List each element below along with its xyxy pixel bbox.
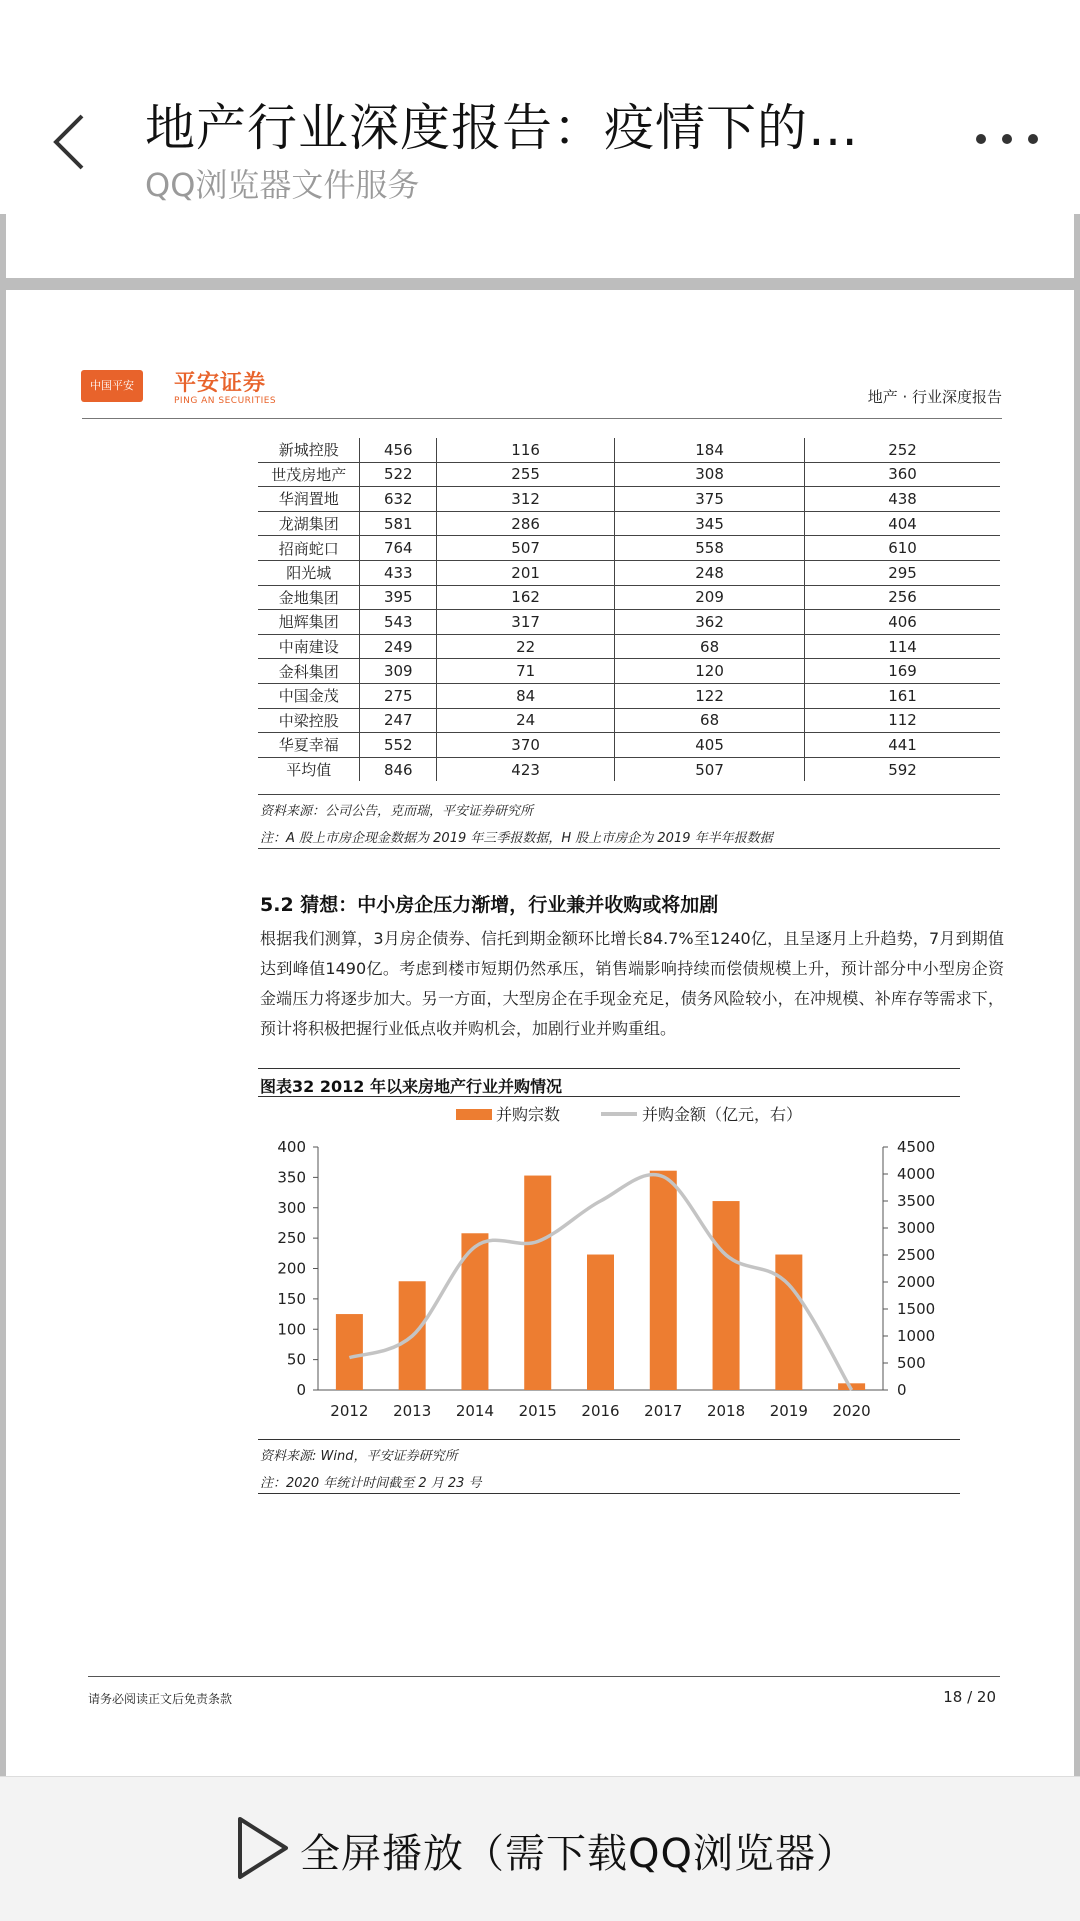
figure-source-divider xyxy=(258,1439,960,1440)
x-tick-label: 2012 xyxy=(330,1402,369,1416)
table-row xyxy=(258,610,1000,635)
chevron-left-icon xyxy=(50,112,90,172)
value-cell: 581 xyxy=(360,511,437,536)
x-tick-label: 2020 xyxy=(832,1402,871,1416)
right-tick-label: 4500 xyxy=(897,1138,936,1156)
table-row xyxy=(258,659,1000,684)
value-cell: 507 xyxy=(615,757,805,781)
value-cell: 120 xyxy=(615,659,805,684)
more-dot-icon xyxy=(1028,134,1038,144)
figure-title: 图表32 2012 年以来房地产行业并购情况 xyxy=(260,1077,562,1096)
document-page xyxy=(6,290,1074,1776)
value-cell: 24 xyxy=(437,708,615,733)
value-cell: 846 xyxy=(360,757,437,781)
value-cell: 201 xyxy=(437,560,615,585)
document-subtitle: QQ浏览器文件服务 xyxy=(145,166,420,204)
company-name-cell: 金地集团 xyxy=(258,585,360,610)
company-name-cell: 中梁控股 xyxy=(258,708,360,733)
value-cell: 360 xyxy=(805,462,1000,487)
top-bar xyxy=(0,0,1080,214)
report-tag: 地产 · 行业深度报告 xyxy=(867,388,1002,406)
figure-source: 资料来源: Wind，平安证券研究所 xyxy=(260,1449,458,1464)
left-tick-label: 250 xyxy=(277,1229,306,1248)
value-cell: 308 xyxy=(615,462,805,487)
left-tick-label: 350 xyxy=(277,1168,306,1187)
company-name-cell: 世茂房地产 xyxy=(258,462,360,487)
x-tick-label: 2013 xyxy=(393,1402,432,1416)
figure-note: 注：2020 年统计时间截至 2 月 23 号 xyxy=(260,1476,482,1491)
table-row xyxy=(258,585,1000,610)
x-tick-label: 2015 xyxy=(518,1402,557,1416)
value-cell: 592 xyxy=(888,760,917,779)
value-cell: 71 xyxy=(437,659,615,684)
company-name-cell: 招商蛇口 xyxy=(258,536,360,561)
value-cell: 558 xyxy=(615,536,805,561)
value-cell: 406 xyxy=(805,610,1000,635)
table-row xyxy=(258,683,1000,708)
play-icon[interactable] xyxy=(232,1815,290,1881)
right-tick-label: 4000 xyxy=(897,1165,936,1183)
x-tick-label: 2019 xyxy=(769,1402,808,1416)
footer-divider xyxy=(88,1676,1000,1677)
right-tick-label: 3500 xyxy=(897,1192,936,1210)
ma-chart xyxy=(258,1100,960,1416)
left-tick-label: 50 xyxy=(286,1350,306,1369)
bar-2015 xyxy=(524,1176,551,1390)
more-options-button[interactable] xyxy=(972,120,1042,160)
value-cell: 286 xyxy=(437,511,615,536)
table-source-divider xyxy=(258,794,1000,795)
more-dot-icon xyxy=(1002,134,1012,144)
value-cell: 433 xyxy=(360,560,437,585)
value-cell: 404 xyxy=(805,511,1000,536)
table-row xyxy=(258,511,1000,536)
company-name-cell: 龙湖集团 xyxy=(258,511,360,536)
figure-top-divider xyxy=(258,1068,960,1069)
value-cell: 116 xyxy=(437,438,615,462)
left-tick-label: 200 xyxy=(277,1259,306,1278)
value-cell: 114 xyxy=(805,634,1000,659)
table-row xyxy=(258,487,1000,512)
company-name-cell: 中国金茂 xyxy=(258,683,360,708)
right-tick-label: 2500 xyxy=(897,1246,936,1264)
value-cell: 632 xyxy=(360,487,437,512)
bar-2012 xyxy=(336,1314,363,1390)
x-tick-label: 2016 xyxy=(581,1402,620,1416)
table-row xyxy=(258,634,1000,659)
table-row xyxy=(258,757,1000,781)
document-viewer[interactable] xyxy=(0,214,1080,1776)
company-name-cell: 平均值 xyxy=(258,757,360,781)
value-cell: 522 xyxy=(360,462,437,487)
left-tick-label: 300 xyxy=(277,1198,306,1217)
page-number: 18 / 20 xyxy=(943,1688,996,1706)
table-note: 注：A 股上市房企现金数据为 2019 年三季报数据，H 股上市房企为 2019 年半年报数据 xyxy=(260,831,773,846)
figure-note-divider xyxy=(258,1493,960,1494)
bar-2017 xyxy=(650,1171,677,1390)
section-paragraph: 根据我们测算，3月房企债券、信托到期金额环比增长84.7%至1240亿，且呈逐月上升趋势，7月到期值达到峰值1490亿。考虑到楼市短期仍然承压，销售端影响持续而偿债规模上升，预计部分中小型房企资金端压力将逐步加大。另一方面，大型房企在手现金充足，债务风险较小，在冲规模、补库存等需求下，预计将积极把握行业低点收并购机会，加剧行业并购重组。 xyxy=(260,929,1004,1038)
footer-disclaimer: 请务必阅读正文后免责条款 xyxy=(88,1692,233,1706)
value-cell: 209 xyxy=(615,585,805,610)
more-dot-icon xyxy=(976,134,986,144)
right-tick-label: 1500 xyxy=(897,1300,936,1318)
table-row xyxy=(258,560,1000,585)
x-tick-label: 2017 xyxy=(644,1402,683,1416)
figure-title-divider xyxy=(258,1096,960,1097)
company-name-cell: 新城控股 xyxy=(258,438,360,462)
value-cell: 247 xyxy=(360,708,437,733)
brand-name-en: PING AN SECURITIES xyxy=(174,396,277,406)
value-cell: 68 xyxy=(615,634,805,659)
left-tick-label: 400 xyxy=(277,1138,306,1156)
company-name-cell: 华夏幸福 xyxy=(258,733,360,758)
value-cell: 423 xyxy=(437,757,615,781)
legend-bar-label: 并购宗数 xyxy=(496,1105,561,1124)
value-cell: 169 xyxy=(805,659,1000,684)
value-cell: 68 xyxy=(615,708,805,733)
bar-2016 xyxy=(587,1255,614,1390)
value-cell: 248 xyxy=(615,560,805,585)
legend-line-label: 并购金额（亿元，右） xyxy=(642,1105,803,1124)
value-cell: 764 xyxy=(360,536,437,561)
value-cell: 256 xyxy=(805,585,1000,610)
table-row xyxy=(258,708,1000,733)
value-cell: 312 xyxy=(437,487,615,512)
x-tick-label: 2018 xyxy=(706,1402,746,1416)
value-cell: 370 xyxy=(437,733,615,758)
value-cell: 162 xyxy=(437,585,615,610)
table-row xyxy=(258,733,1000,758)
value-cell: 309 xyxy=(360,659,437,684)
value-cell: 84 xyxy=(437,683,615,708)
right-tick-label: 0 xyxy=(897,1381,907,1399)
left-tick-label: 150 xyxy=(277,1289,306,1308)
value-cell: 184 xyxy=(615,438,805,462)
right-tick-label: 2000 xyxy=(897,1273,936,1291)
fullscreen-play-button[interactable]: 全屏播放（需下载QQ浏览器） xyxy=(300,1831,857,1877)
value-cell: 456 xyxy=(360,438,437,462)
value-cell: 552 xyxy=(360,733,437,758)
section-title: 5.2 猜想：中小房企压力渐增，行业兼并收购或将加剧 xyxy=(260,894,719,916)
company-name-cell: 华润置地 xyxy=(258,487,360,512)
value-cell: 249 xyxy=(360,634,437,659)
document-title: 地产行业深度报告：疫情下的… xyxy=(145,99,859,157)
table-row xyxy=(258,462,1000,487)
value-cell: 362 xyxy=(615,610,805,635)
brand-name: 平安证券 xyxy=(174,371,267,396)
value-cell: 375 xyxy=(615,487,805,512)
value-cell: 255 xyxy=(437,462,615,487)
cash-table xyxy=(258,438,1000,781)
company-name-cell: 金科集团 xyxy=(258,659,360,684)
table-row xyxy=(258,536,1000,561)
value-cell: 507 xyxy=(437,536,615,561)
value-cell: 438 xyxy=(805,487,1000,512)
left-tick-label: 100 xyxy=(277,1320,306,1339)
right-tick-label: 3000 xyxy=(897,1219,936,1237)
value-cell: 252 xyxy=(805,438,1000,462)
bar-2018 xyxy=(713,1201,740,1390)
value-cell: 317 xyxy=(437,610,615,635)
table-note-divider xyxy=(258,848,1000,849)
table-source: 资料来源：公司公告，克而瑞，平安证券研究所 xyxy=(260,804,534,819)
pingan-logo: 中国平安 xyxy=(81,370,143,402)
value-cell: 405 xyxy=(615,733,805,758)
left-tick-label: 0 xyxy=(296,1381,306,1399)
value-cell: 345 xyxy=(615,511,805,536)
value-cell: 295 xyxy=(805,560,1000,585)
value-cell: 122 xyxy=(615,683,805,708)
right-tick-label: 500 xyxy=(897,1354,926,1372)
company-name-cell: 中南建设 xyxy=(258,634,360,659)
value-cell: 395 xyxy=(360,585,437,610)
value-cell: 610 xyxy=(805,536,1000,561)
value-cell: 441 xyxy=(805,733,1000,758)
previous-page xyxy=(6,214,1074,278)
right-tick-label: 1000 xyxy=(897,1327,936,1345)
value-cell: 543 xyxy=(360,610,437,635)
header-divider xyxy=(82,418,1002,419)
company-name-cell: 旭辉集团 xyxy=(258,610,360,635)
back-button[interactable] xyxy=(50,112,90,172)
value-cell: 22 xyxy=(437,634,615,659)
legend-bar-swatch xyxy=(456,1109,492,1120)
company-name-cell: 阳光城 xyxy=(258,560,360,585)
value-cell: 112 xyxy=(805,708,1000,733)
value-cell: 275 xyxy=(360,683,437,708)
table-row xyxy=(258,438,1000,462)
value-cell: 161 xyxy=(805,683,1000,708)
x-tick-label: 2014 xyxy=(455,1402,495,1416)
